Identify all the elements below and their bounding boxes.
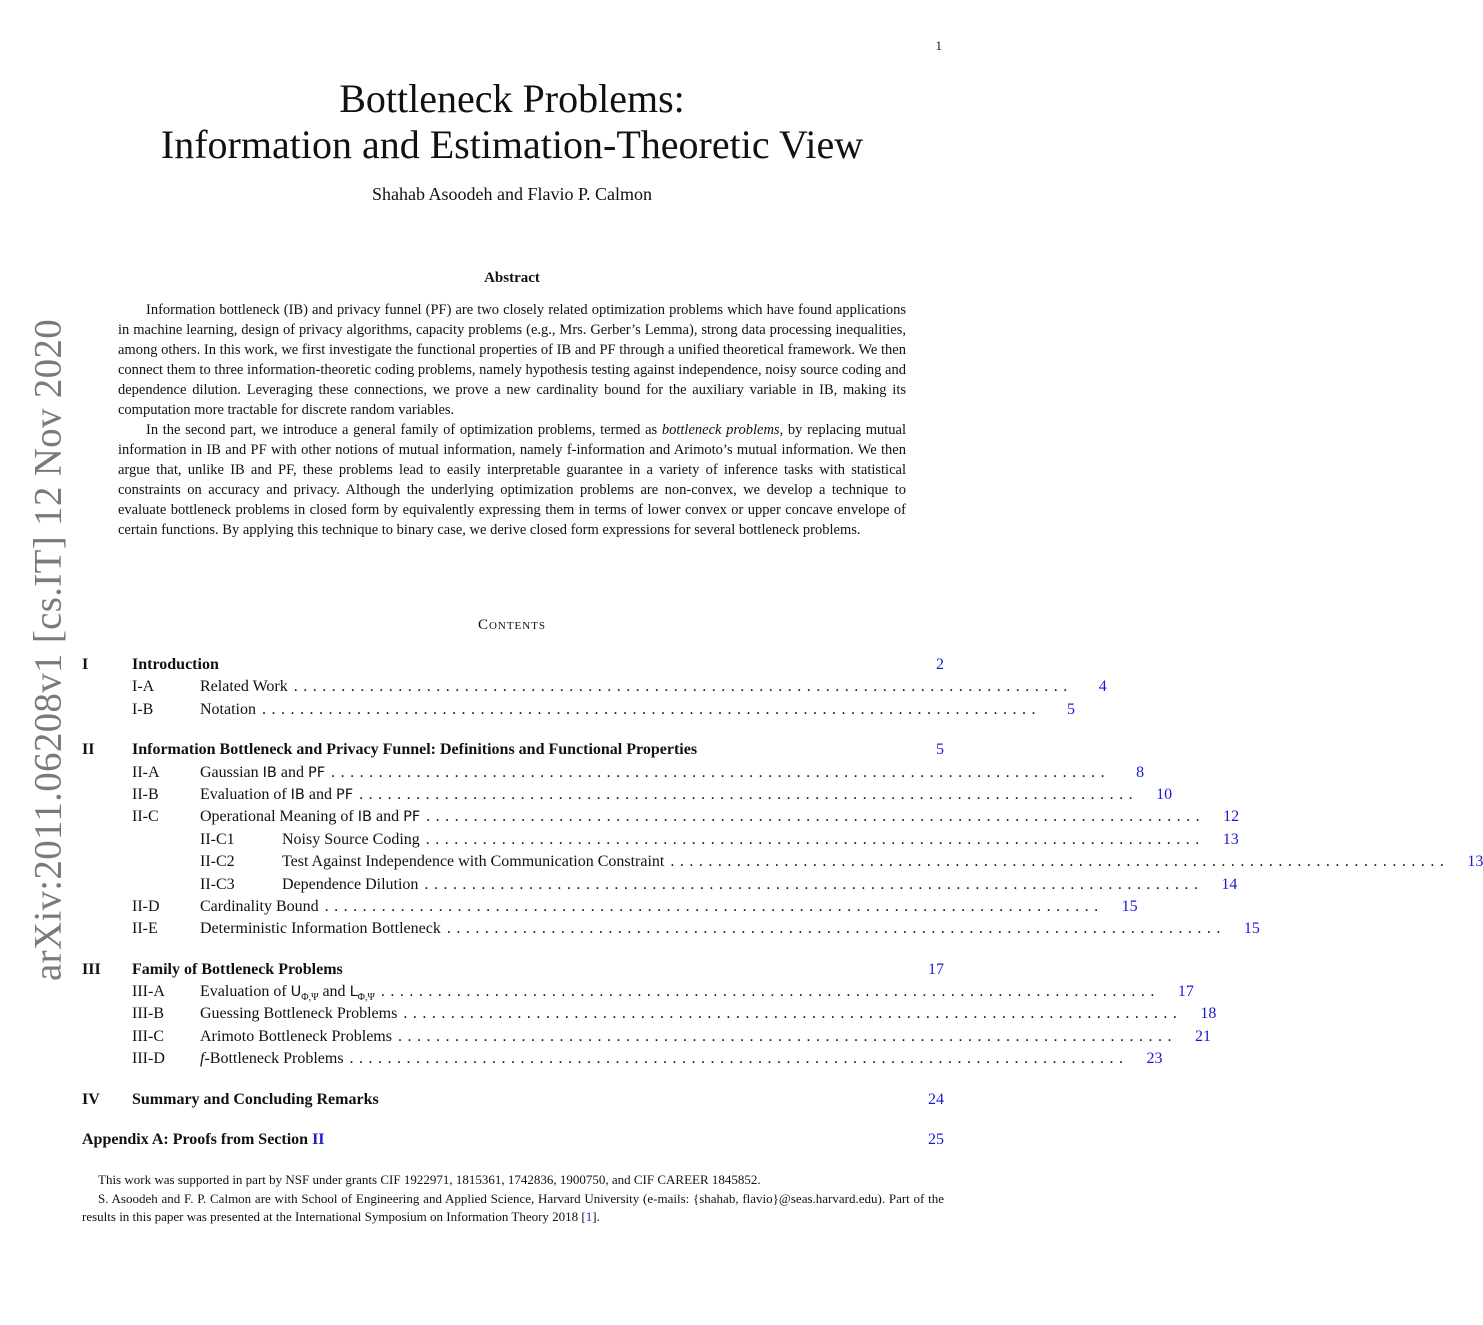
toc-section-number: IV [82, 1090, 100, 1108]
toc-page-link[interactable]: 13 [1467, 853, 1483, 871]
toc-section-1[interactable] [82, 656, 944, 678]
toc-page-link[interactable]: 14 [1221, 875, 1238, 893]
toc-page-link[interactable]: 15 [1243, 920, 1260, 938]
toc-entry-title: Arimoto Bottleneck Problems [200, 1027, 392, 1045]
toc-page-link[interactable]: 24 [928, 1090, 944, 1108]
toc-section-number: I [82, 656, 89, 673]
affiliation-text-end: ]. [592, 1209, 600, 1224]
toc-page-link[interactable]: 21 [1194, 1027, 1211, 1045]
abstract-paragraph-1: Information bottleneck (IB) and privacy funnel (PF) are two closely related optimization problems which have found applications in machine learning, design of privacy algorithms, capacity problems (e.g., Mrs. Gerber’s Lemma), strong data processing inequalities, among others. In this work, we first investigate the functional properties of IB and PF through a unified theoretical framework. We then connect them to three information-theoretic coding problems, namely hypothesis testing against independence, noisy source coding and dependence dilution. Leveraging these connections, we prove a new cardinality bound for the auxiliary variable in IB, making its computation more tractable for discrete random variables. [118, 302, 906, 418]
toc-entry-title: Related Work [200, 678, 288, 696]
title-line-1: Bottleneck Problems: [339, 76, 685, 121]
toc-entry[interactable] [82, 853, 1483, 875]
abstract-body [118, 300, 906, 540]
arxiv-stamp: arXiv:2011.06208v1 [cs.IT] 12 Nov 2020 [26, 318, 70, 982]
toc-title-subscript: Φ,Ψ [301, 992, 319, 1004]
toc-entry-title [200, 808, 420, 826]
toc-title-symbol: IB [357, 809, 372, 826]
toc-title-symbol: PF [308, 764, 326, 781]
toc-title-text: Evaluation of [200, 983, 291, 1001]
toc-entry[interactable] [82, 785, 1173, 808]
toc-section-2[interactable] [82, 741, 944, 763]
toc-section-4[interactable] [82, 1091, 944, 1113]
toc-entry[interactable] [82, 920, 1260, 942]
toc-entry-title: Notation [200, 700, 256, 718]
toc-entry[interactable] [82, 763, 1145, 786]
toc-entry-title: Test Against Independence with Communication Constraint [282, 853, 665, 871]
toc-entry[interactable] [82, 897, 1138, 920]
toc-leader-dots: .................................................................................. [293, 678, 1073, 696]
toc-leader-dots: .................................................................................. [331, 763, 1111, 781]
toc-entry-title: Cardinality Bound [200, 897, 319, 915]
toc-page-link[interactable]: 17 [928, 960, 944, 978]
abstract-paragraph-2 [118, 420, 906, 540]
toc-page-link[interactable]: 8 [1136, 763, 1145, 781]
affiliation-footnote [82, 1190, 944, 1227]
toc-section-title: Information Bottleneck and Privacy Funnel: Definitions and Functional Properties [132, 741, 698, 759]
toc-entry-title [200, 786, 353, 804]
toc-entry-number: III-A [132, 983, 165, 1001]
toc-entry-title: Guessing Bottleneck Problems [200, 1005, 398, 1023]
toc-leader-dots: .................................................................................. [425, 830, 1205, 848]
toc-page-link[interactable]: 18 [1200, 1005, 1217, 1023]
toc-page-link[interactable]: 5 [1067, 700, 1075, 718]
abstract-p2-emphasis: bottleneck problems [661, 422, 780, 438]
toc-title-text: -Bottleneck Problems [204, 1050, 344, 1068]
toc-title-text: and [276, 763, 308, 781]
abstract-p2-end: , by replacing mutual information in IB and PF with other notions of mutual information, namely f-information and Arimoto’s mutual information. We then argue that, unlike IB and PF, these problems lead to easily interpretable guarantee in a variety of inference tasks with statistical constraints on accuracy and privacy. Although the underlying optimization problems are non-convex, we develop a technique to evaluate bottleneck problems in closed form by equivalently expressing them in terms of lower convex or upper concave envelope of certain functions. By applying this technique to binary case, we derive closed form expressions for several bottleneck problems. [118, 422, 907, 538]
toc-page-link[interactable]: 12 [1223, 808, 1240, 826]
toc-page-link[interactable]: 15 [1121, 897, 1138, 915]
toc-entry[interactable] [82, 678, 1107, 700]
toc-entry-title [200, 1050, 344, 1068]
toc-leader-dots: .................................................................................. [262, 700, 1041, 718]
toc-title-symbol: PF [335, 786, 354, 803]
funding-footnote: This work was supported in part by NSF under grants CIF 1922971, 1815361, 1742836, 1900750, and CIF CAREER 1845852. [98, 1172, 761, 1187]
abstract-heading: Abstract [484, 270, 540, 286]
toc-section-title: Family of Bottleneck Problems [132, 960, 343, 978]
toc-entry-title: Dependence Dilution [282, 875, 419, 893]
toc-entry-number: II-C [132, 808, 159, 826]
toc-entry-number: III-B [132, 1005, 164, 1023]
toc-page-link[interactable]: 4 [1098, 678, 1107, 696]
paper-title [0, 76, 1024, 168]
toc-appendix[interactable] [82, 1131, 944, 1153]
table-of-contents [82, 656, 1483, 1153]
section-ref-link[interactable]: II [312, 1131, 325, 1149]
toc-entry-title: Noisy Source Coding [282, 830, 420, 848]
abstract-p2-start: In the second part, we introduce a general family of optimization problems, termed as [146, 422, 662, 438]
toc-entry-number: II-A [132, 763, 160, 781]
toc-title-symbol: PF [403, 809, 421, 826]
toc-entry-number: II-C1 [200, 830, 235, 848]
toc-entry-title [200, 983, 375, 1003]
toc-entry-number: II-E [132, 920, 158, 938]
toc-entry[interactable] [82, 875, 1238, 898]
toc-title-text: and [371, 808, 404, 826]
toc-entry-number: I-B [132, 700, 154, 718]
toc-title-symbol: IB [262, 764, 277, 781]
toc-entry[interactable] [82, 1005, 1217, 1027]
toc-entry[interactable] [82, 1050, 1163, 1072]
affiliation-text: S. Asoodeh and F. P. Calmon are with School of Engineering and Applied Science, Harvard University (e-mails: {shahab, flavio}@seas.harvard.edu). Part of the results in this paper was presented at the International Symposium on Information Theory 2018 [ [82, 1190, 944, 1224]
toc-title-text: and [318, 983, 350, 1001]
toc-entry-number: II-D [132, 897, 160, 915]
toc-entry-number: II-C2 [200, 853, 235, 871]
toc-title-symbol: IB [290, 786, 305, 803]
toc-title-symbol: U [290, 984, 302, 1001]
toc-entry-number: II-C3 [200, 875, 235, 893]
toc-section-title: Introduction [132, 656, 219, 673]
citation-link[interactable]: 1 [585, 1209, 593, 1224]
toc-page-link[interactable]: 13 [1222, 830, 1239, 848]
toc-leader-dots: .................................................................................. [446, 920, 1226, 938]
toc-leader-dots: .................................................................................. [359, 785, 1139, 803]
footnotes [82, 1171, 944, 1227]
toc-section-number: II [82, 741, 95, 759]
toc-title-text: and [304, 785, 336, 803]
toc-title-text: Gaussian [200, 763, 263, 781]
toc-appendix-label: Appendix A: Proofs from Section [82, 1131, 309, 1149]
toc-leader-dots: .................................................................................. [426, 808, 1206, 826]
toc-page-link[interactable]: 5 [936, 741, 944, 759]
toc-entry[interactable] [82, 983, 1194, 1005]
toc-leader-dots: .................................................................................. [324, 897, 1104, 915]
toc-page-link[interactable]: 10 [1156, 785, 1173, 803]
toc-page-link[interactable]: 23 [1146, 1050, 1163, 1068]
toc-leader-dots: .................................................................................. [349, 1050, 1129, 1068]
toc-entry[interactable] [82, 700, 1075, 723]
toc-leader-dots: .................................................................................. [424, 875, 1204, 893]
toc-leader-dots: .................................................................................. [403, 1005, 1183, 1023]
toc-section-number: III [82, 960, 101, 978]
page-number: 1 [935, 38, 942, 53]
toc-page-link[interactable]: 2 [936, 656, 944, 673]
title-line-2: Information and Estimation-Theoretic View [160, 122, 864, 167]
toc-entry[interactable] [82, 808, 1240, 830]
toc-title-text: Operational Meaning of [200, 808, 358, 826]
toc-appendix-title [82, 1131, 916, 1149]
toc-leader-dots: .................................................................................. [670, 853, 1450, 871]
toc-entry[interactable] [82, 1027, 1211, 1050]
toc-entry-title: Deterministic Information Bottleneck [200, 920, 441, 938]
toc-leader-dots: .................................................................................. [380, 983, 1160, 1001]
toc-title-text: Evaluation of [200, 785, 291, 803]
toc-entry[interactable] [82, 830, 1239, 853]
contents-heading: Contents [477, 617, 547, 633]
toc-entry-title [200, 764, 325, 782]
toc-title-subscript: Φ,Ψ [357, 992, 375, 1004]
toc-title-symbol: L [349, 984, 358, 1001]
toc-title-symbol: f [200, 1050, 205, 1068]
authors: Shahab Asoodeh and Flavio P. Calmon [372, 184, 652, 204]
toc-page-link[interactable]: 17 [1177, 983, 1194, 1001]
toc-page-link[interactable]: 25 [928, 1131, 944, 1149]
toc-entry-number: III-D [132, 1050, 165, 1068]
toc-entry-number: I-A [132, 678, 155, 696]
toc-section-title: Summary and Concluding Remarks [132, 1090, 379, 1108]
toc-entry-number: II-B [132, 785, 159, 803]
toc-section-3[interactable] [82, 961, 944, 983]
toc-leader-dots: .................................................................................. [397, 1027, 1177, 1045]
toc-entry-number: III-C [132, 1027, 164, 1045]
